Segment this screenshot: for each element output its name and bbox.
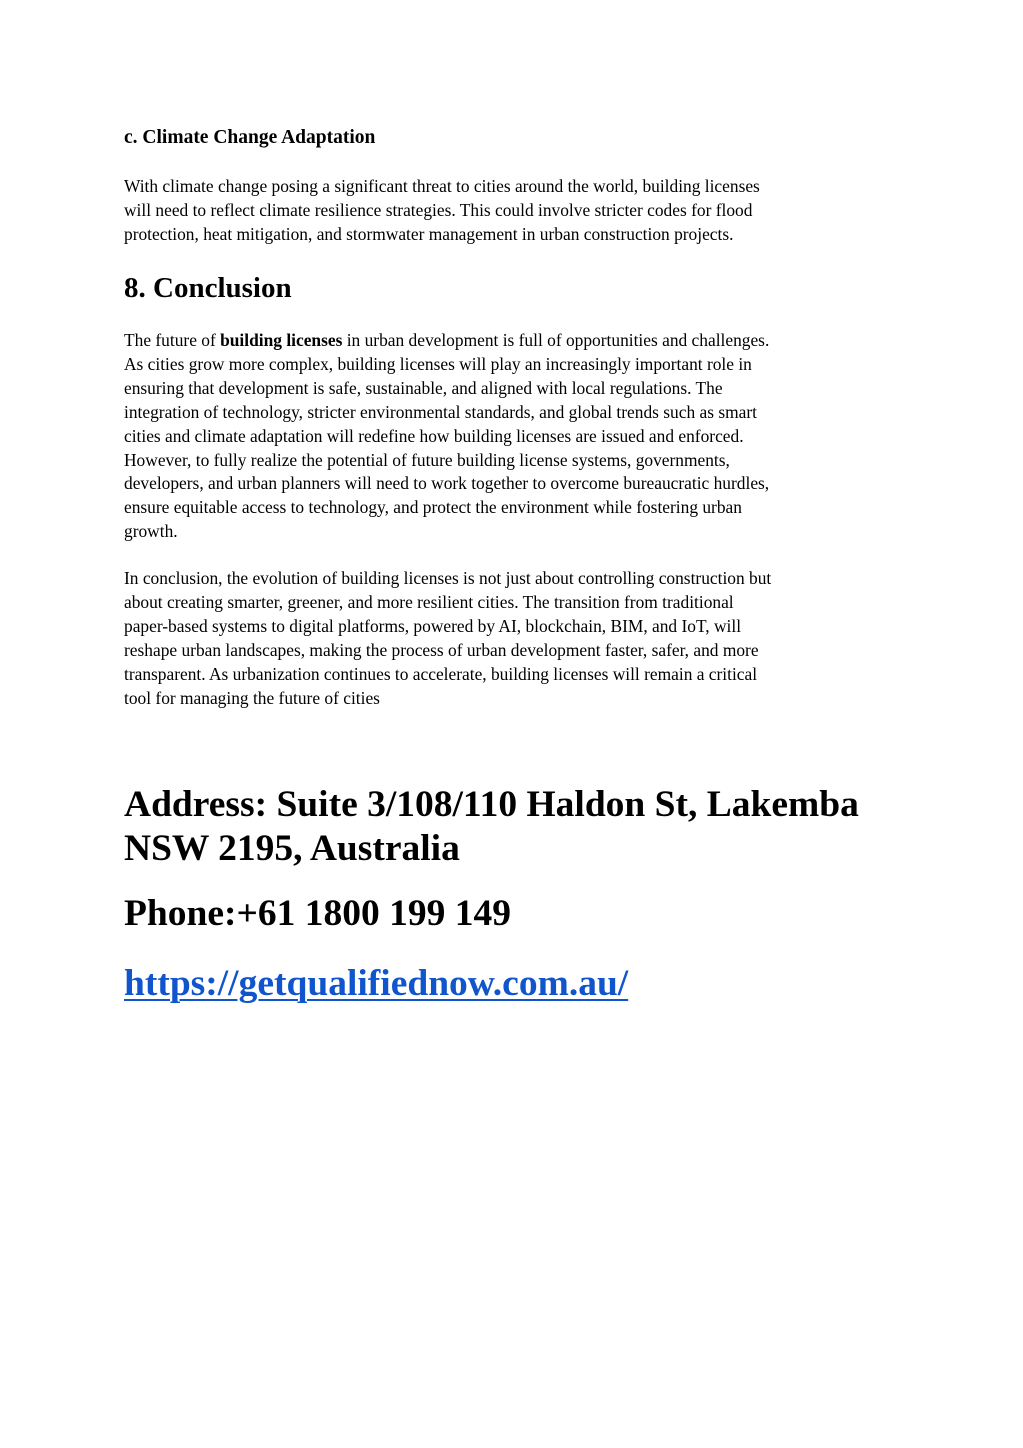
conclusion-paragraph-2 — [124, 567, 899, 710]
section-heading-climate-adaptation: c. Climate Change Adaptation — [124, 127, 376, 148]
website-link[interactable]: https://getqualifiednow.com.au/ — [124, 963, 629, 1004]
conclusion-heading: 8. Conclusion — [124, 272, 292, 304]
paragraph-line: cities and climate adaptation will redefine how building licenses are issued and enforced. — [124, 425, 744, 446]
paragraph-line: reshape urban landscapes, making the process of urban development faster, safer, and more — [124, 639, 759, 660]
conclusion-paragraph-1 — [124, 329, 899, 544]
address-line-1: Address: Suite 3/108/110 Haldon St, Lakemba — [124, 784, 859, 825]
bold-term-building-licenses: building licenses — [220, 330, 343, 350]
text-run: The future of — [124, 330, 221, 350]
paragraph-line: about creating smarter, greener, and more resilient cities. The transition from traditional — [124, 591, 734, 612]
paragraph-line: paper-based systems to digital platforms, powered by AI, blockchain, BIM, and IoT, will — [124, 615, 742, 636]
paragraph-line: protection, heat mitigation, and stormwater management in urban construction projects. — [124, 223, 734, 244]
paragraph-line: In conclusion, the evolution of building licenses is not just about controlling construction but — [124, 568, 772, 588]
paragraph-line: transparent. As urbanization continues to accelerate, building licenses will remain a critical — [124, 663, 758, 684]
paragraph-line: ensuring that development is safe, sustainable, and aligned with local regulations. The — [124, 377, 723, 398]
paragraph-line — [124, 329, 899, 353]
climate-adaptation-paragraph — [124, 175, 899, 247]
paragraph-line: With climate change posing a significant threat to cities around the world, building licenses — [124, 176, 760, 196]
paragraph-line: tool for managing the future of cities — [124, 687, 380, 708]
paragraph-line: developers, and urban planners will need to work together to overcome bureaucratic hurdles, — [124, 473, 770, 494]
paragraph-line: growth. — [124, 521, 178, 542]
paragraph-line: integration of technology, stricter environmental standards, and global trends such as smart — [124, 401, 757, 422]
paragraph-line: ensure equitable access to technology, and protect the environment while fostering urban — [124, 497, 742, 518]
paragraph-line: However, to fully realize the potential of future building license systems, governments, — [124, 449, 730, 470]
address-line-2: NSW 2195, Australia — [124, 828, 460, 869]
paragraph-line: will need to reflect climate resilience strategies. This could involve stricter codes for flood — [124, 199, 753, 220]
text-run: in urban development is full of opportunities and challenges. — [342, 330, 770, 350]
contact-phone: Phone:+61 1800 199 149 — [124, 893, 511, 934]
paragraph-line: As cities grow more complex, building licenses will play an increasingly important role in — [124, 353, 752, 374]
contact-address — [124, 783, 859, 871]
